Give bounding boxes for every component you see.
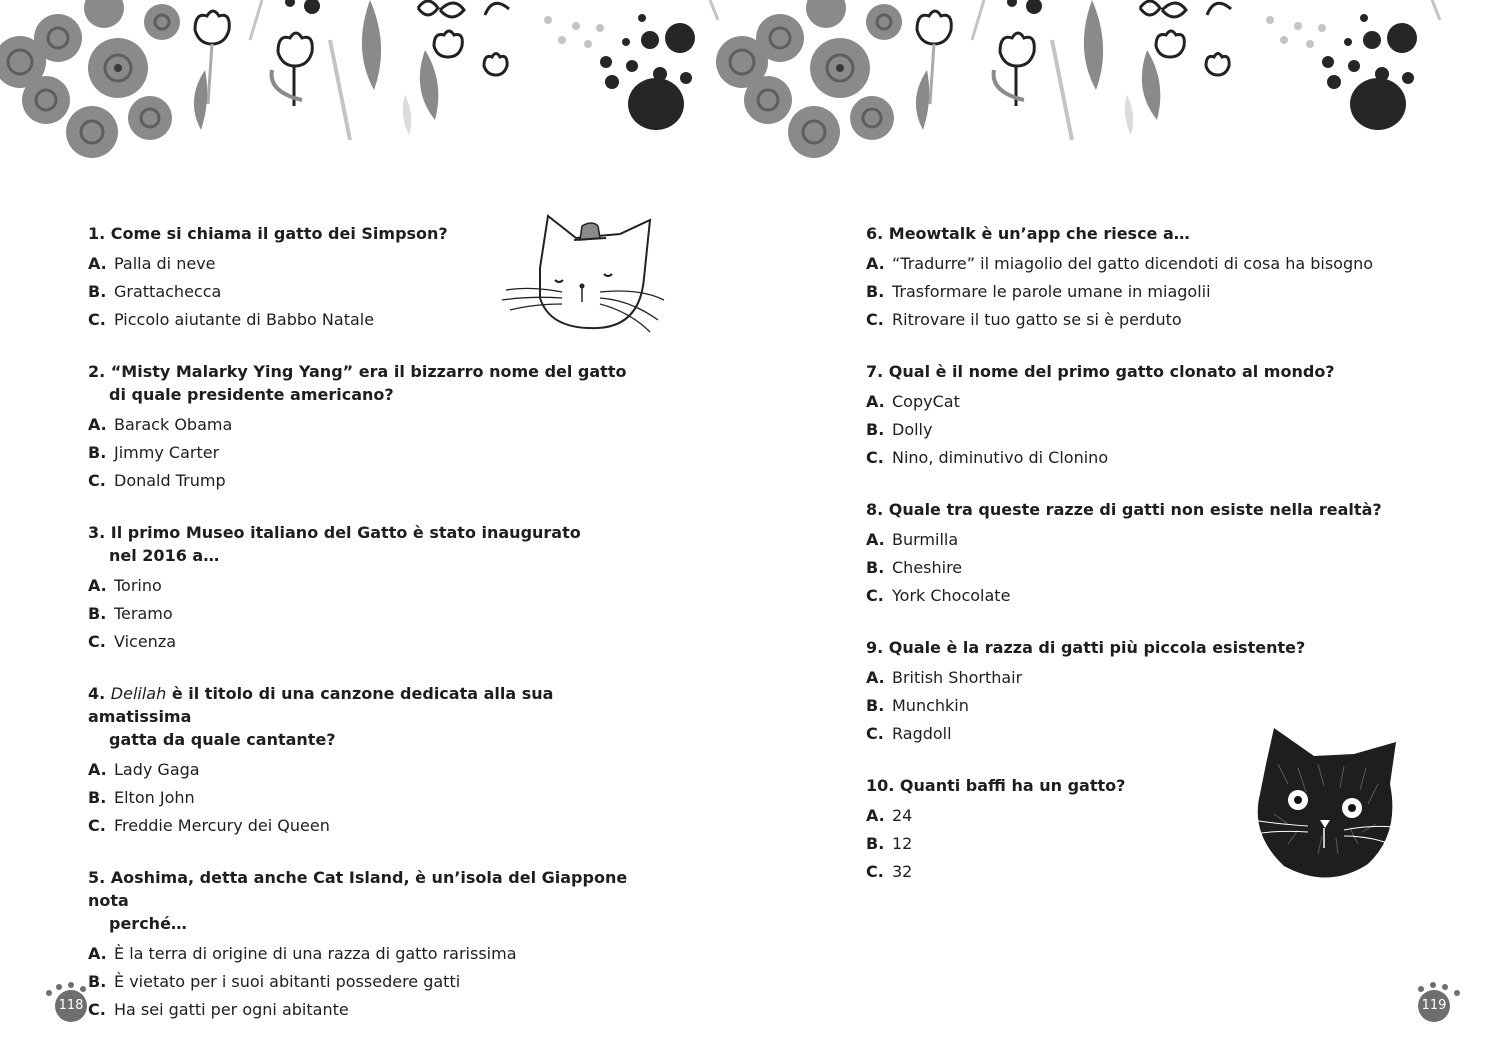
question-4 <box>88 682 648 840</box>
answer-option: A. Torino <box>88 576 162 595</box>
answer-option: C. Piccolo aiutante di Babbo Natale <box>88 310 375 329</box>
question-title: 6. Meowtalk è un’app che riesce a… <box>866 224 1190 243</box>
answer-option: B. Teramo <box>88 604 173 623</box>
question-6 <box>866 222 1426 334</box>
floral-header-decoration <box>0 0 1500 165</box>
answer-option: A. Lady Gaga <box>88 760 200 779</box>
answer-option: C. Donald Trump <box>88 471 226 490</box>
answer-option: A. British Shorthair <box>866 668 1023 687</box>
scribble-cat-icon <box>1248 724 1408 884</box>
answer-option: B. Jimmy Carter <box>88 443 220 462</box>
answer-option: A. CopyCat <box>866 392 960 411</box>
question-title: 2. “Misty Malarky Ying Yang” era il bizzarro nome del gatto di quale presidente americano? <box>88 362 627 404</box>
line-cat-icon <box>500 208 670 338</box>
answer-option: C. Nino, diminutivo di Clonino <box>866 448 1109 467</box>
answer-option: C. Ritrovare il tuo gatto se si è perduto <box>866 310 1182 329</box>
answer-option: C. 32 <box>866 862 913 881</box>
page-number-left: 118 <box>55 990 87 1022</box>
question-7 <box>866 360 1426 472</box>
question-5 <box>88 866 648 1024</box>
question-8 <box>866 498 1426 610</box>
answer-option: A. È la terra di origine di una razza di gatto rarissima <box>88 944 517 963</box>
answer-option: C. York Chocolate <box>866 586 1011 605</box>
answer-option: A. “Tradurre” il miagolio del gatto dicendoti di cosa ha bisogno <box>866 254 1374 273</box>
answer-option: A. Barack Obama <box>88 415 233 434</box>
answer-option: C. Ha sei gatti per ogni abitante <box>88 1000 349 1019</box>
question-title: 3. Il primo Museo italiano del Gatto è stato inaugurato nel 2016 a… <box>88 523 581 565</box>
answer-option: A. Palla di neve <box>88 254 216 273</box>
left-page-quiz <box>88 222 648 1050</box>
answer-option: B. Munchkin <box>866 696 969 715</box>
answer-option: C. Freddie Mercury dei Queen <box>88 816 330 835</box>
answer-option: B. Dolly <box>866 420 933 439</box>
answer-option: C. Ragdoll <box>866 724 952 743</box>
question-title: 10. Quanti baffi ha un gatto? <box>866 776 1126 795</box>
answer-option: B. 12 <box>866 834 913 853</box>
question-title: 4. Delilah è il titolo di una canzone dedicata alla sua amatissima gatta da quale cantante? <box>88 684 554 749</box>
answer-option: C. Vicenza <box>88 632 177 651</box>
question-title: 5. Aoshima, detta anche Cat Island, è un’isola del Giappone nota perché… <box>88 868 628 933</box>
song-title: Delilah <box>110 684 167 703</box>
question-3 <box>88 521 648 656</box>
answer-option: B. Trasformare le parole umane in miagolii <box>866 282 1211 301</box>
question-title: 9. Quale è la razza di gatti più piccola esistente? <box>866 638 1306 657</box>
answer-option: A. 24 <box>866 806 913 825</box>
question-title: 7. Qual è il nome del primo gatto clonato al mondo? <box>866 362 1335 381</box>
answer-option: B. È vietato per i suoi abitanti possedere gatti <box>88 972 461 991</box>
question-title: 8. Quale tra queste razze di gatti non esiste nella realtà? <box>866 500 1382 519</box>
answer-option: B. Elton John <box>88 788 195 807</box>
answer-option: B. Cheshire <box>866 558 963 577</box>
paw-icon <box>1418 982 1468 992</box>
page-number-right: 119 <box>1418 990 1450 1022</box>
question-2 <box>88 360 648 495</box>
answer-option: A. Burmilla <box>866 530 959 549</box>
answer-option: B. Grattachecca <box>88 282 222 301</box>
question-title: 1. Come si chiama il gatto dei Simpson? <box>88 224 448 243</box>
